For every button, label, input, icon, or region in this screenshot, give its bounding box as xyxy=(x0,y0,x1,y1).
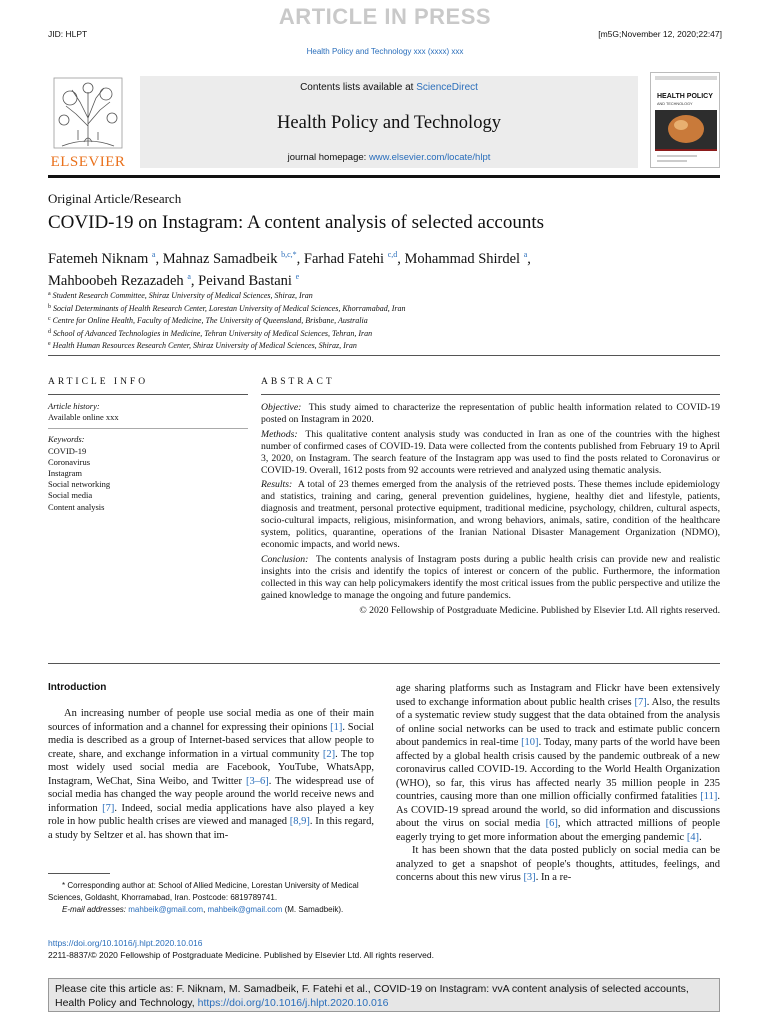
introduction-heading: Introduction xyxy=(48,682,107,693)
body-text: . Today, many parts of the world have been affected by a global health crisis caused by the pandemic outbreak of a new coronavirus called COVID-19. According to the World Health Organization (WHO), so far, this virus has affected nearly 35 million people in 235 countries, causing more than one million officially confirmed fatalities xyxy=(396,737,721,802)
citation-ref-link[interactable]: [3–6] xyxy=(245,775,269,787)
author-name[interactable]: Mahnaz Samadbeik xyxy=(162,251,278,267)
keyword: Content analysis xyxy=(48,501,105,512)
citation-text: Please cite this article as: F. Niknam, M. Samadbeik, F. Fatehi et al., COVID-19 on Instagram: vvA content analysis of selected accounts, Health Policy and Technology, xyxy=(55,983,689,1009)
cover-title: HEALTH POLICY xyxy=(657,93,713,100)
sciencedirect-link[interactable]: ScienceDirect xyxy=(416,82,478,93)
article-type: Original Article/Research xyxy=(48,191,182,206)
citation-ref-link[interactable]: [10] xyxy=(521,737,539,748)
author-name[interactable]: Mahboobeh Rezazadeh xyxy=(48,273,184,289)
elsevier-wordmark: ELSEVIER xyxy=(50,154,126,170)
running-head: Health Policy and Technology xxx (xxxx) xxx xyxy=(306,47,464,56)
homepage-link[interactable]: www.elsevier.com/locate/hlpt xyxy=(368,152,491,163)
abstract-results: Results: A total of 23 themes emerged from the analysis of the retrieved posts. These themes include epidemiology and statistics, training and caring, general prevention guidelines, hygiene, healthy diet and lifestyle, patients, diagnosis and treatment, personal protective equipment, traditional medicine, psychology, children, cultural aspects, socio-cultural impacts, religious, misinformation, and wrong behaviors, animals, satire, condition of the healthcare system, politics, quarantine, operations of the Iranian National Disaster Management Organization (NDMO), economic impacts, and world news. xyxy=(261,479,720,550)
citation-ref-link[interactable]: [2] xyxy=(322,748,336,760)
masthead-rule xyxy=(48,175,720,178)
author-name[interactable]: Farhad Fatehi xyxy=(303,251,385,267)
body-paragraph xyxy=(396,682,720,844)
info-divider xyxy=(48,428,248,429)
keyword: COVID-19 xyxy=(48,445,87,456)
affiliation: $^d$ School of Advanced Technologies in Medicine, Tehran University of Medical Sciences, Tehran, Iran xyxy=(48,328,373,338)
abstract-end-rule xyxy=(48,663,720,664)
citation-ref-link[interactable]: [6] xyxy=(545,818,558,829)
contents-prefix: Contents lists available at xyxy=(300,82,417,93)
affiliation: $^e$ Health Human Resources Research Center, Shiraz University of Medical Sciences, Shiraz, Iran xyxy=(48,341,357,350)
abstract-body xyxy=(261,402,720,616)
footnote-rule xyxy=(48,873,110,874)
cover-subtitle: AND TECHNOLOGY xyxy=(657,102,693,106)
author-name[interactable]: Fatemeh Niknam xyxy=(48,251,149,267)
article-info-heading: ARTICLE INFO xyxy=(48,377,149,387)
author-name[interactable]: Peivand Bastani xyxy=(198,273,292,289)
body-text: An increasing number of people use social media as one of their main sources of information and a channel for expressing their opinions xyxy=(48,708,374,733)
article-info xyxy=(48,401,248,513)
body-text: It has been shown that the data posted publicly on social media can be analyzed to get a snapshot of people's thoughts, attitudes, feelings, and concerns about this new virus xyxy=(396,845,720,883)
body-text: . In this regard, a study by Seltzer et al. has shown that im- xyxy=(48,816,374,841)
keyword: Social media xyxy=(48,490,93,501)
corresponding-footnote xyxy=(48,880,374,916)
body-text: . xyxy=(699,831,702,843)
issn-line: 2211-8837/© 2020 Fellowship of Postgraduate Medicine. Published by Elsevier Ltd. All rights reserved. xyxy=(48,949,434,960)
article-title: COVID-19 on Instagram: A content analysis of selected accounts xyxy=(48,212,544,233)
keyword: Coronavirus xyxy=(48,456,91,467)
body-text: , which attracted millions of people eagerly trying to get more information about the emerging pandemic xyxy=(396,818,720,843)
keyword: Social networking xyxy=(48,479,111,490)
affiliation: $^a$ Student Research Committee, Shiraz University of Medical Sciences, Shiraz, Iran xyxy=(48,291,313,300)
body-text: . The top most widely used social media are Facebook, YouTube, WhatsApp, Instagram, WeChat, Sina Weibo, and Twitter xyxy=(48,748,374,787)
body-text: . In a re- xyxy=(535,872,572,883)
email-link[interactable]: mahbeik@gmail.com xyxy=(207,905,283,914)
author-list: Fatemeh Niknam $^a$, Mahnaz Samadbeik $^{b,c,*}$, Farhad Fatehi $^{c,d}$, Mohammad Shirdel $^a$, Mahboobeh Rezazadeh $^a$, Peivand Bastani $^e$ xyxy=(48,250,531,289)
body-text: . Indeed, social media applications have also played a key role in how public health crises are viewed and managed xyxy=(48,802,375,827)
abstract-copyright: © 2020 Fellowship of Postgraduate Medicine. Published by Elsevier Ltd. All rights reserved. xyxy=(359,604,720,616)
citation-ref-link[interactable]: [7] xyxy=(102,802,115,814)
keyword: Instagram xyxy=(48,468,82,479)
affiliation: $^b$ Social Determinants of Health Research Center, Lorestan University of Medical Sciences, Khorramabad, Iran xyxy=(48,303,406,313)
homepage-line xyxy=(140,152,638,163)
citation-ref-link[interactable]: [4] xyxy=(686,831,700,843)
citation-ref-link[interactable]: [11] xyxy=(700,791,718,802)
citation-ref-link[interactable]: [8,9] xyxy=(289,816,310,827)
elsevier-logo[interactable] xyxy=(48,76,128,170)
body-paragraph xyxy=(396,844,720,885)
body-text: . Social media is described as a group of Internet-based services that allow people to create, share, and exchange information in a virtual community xyxy=(48,721,375,760)
abstract-conclusion: Conclusion: The contents analysis of Instagram posts during a public health crisis can provide new and realistic insights into the crisis and identify the topics of interest or concern of the public. Furthermore, the information collected in this way can help policymakers identify the most critical issues from the public perspective and utilize the gained knowledge to manage the ongoing and future pandemics. xyxy=(261,553,721,601)
doi-block xyxy=(48,938,434,961)
journal-masthead xyxy=(48,72,720,172)
history-value: Available online xxx xyxy=(48,412,119,423)
keywords-label: Keywords: xyxy=(48,434,85,445)
author-sup[interactable]: c,d xyxy=(387,250,398,259)
author-name[interactable]: Mohammad Shirdel xyxy=(404,251,521,267)
abstract-heading: ABSTRACT xyxy=(261,377,335,387)
affiliation: $^c$ Centre for Online Health, Faculty of Medicine, The University of Queensland, Brisbane, Australia xyxy=(48,316,368,325)
corresponding-author: * Corresponding author at: School of Allied Medicine, Lorestan University of Medical Sciences, Goldasht, Khorramabad, Iran. Postcode: 6819789741. xyxy=(48,881,359,902)
body-text: . As COVID-19 spread around the world, so did information and discussions about the virus on social media xyxy=(396,791,720,829)
abstract-methods: Methods: This qualitative content analysis study was conducted in Iran as one of the countries with the highest number of confirmed cases of COVID-19. Data were collected from the contents published from February 19 to April 3, 2020, on Instagram. The search feature of the Instagram app was used to find the posts related to Coronavirus or COVID-19. Overall, 1612 posts from 92 accounts were retrieved and analyzed using thematic analysis. xyxy=(261,428,720,476)
history-label: Article history: xyxy=(48,401,100,411)
abstract-objective: Objective: This study aimed to characterize the representation of public health information related to COVID-19 posted on Instagram in 2020. xyxy=(261,402,721,425)
journal-id: JID: HLPT xyxy=(48,29,88,39)
contents-line xyxy=(140,82,638,93)
author-sup[interactable]: a xyxy=(151,250,156,259)
body-column-left xyxy=(48,707,374,842)
body-text: age sharing platforms such as Instagram and Flickr have been extensively used to exchange information about public health crises xyxy=(396,683,720,708)
body-text: . The widespread use of social media has changed the way people around the world receive news and information xyxy=(48,775,374,814)
affiliations xyxy=(48,289,405,352)
email-link[interactable]: mahbeik@gmail.com xyxy=(128,905,204,914)
doi-link[interactable]: https://doi.org/10.1016/j.hlpt.2020.10.016 xyxy=(48,938,203,948)
citation-doi-link[interactable]: https://doi.org/10.1016/j.hlpt.2020.10.016 xyxy=(197,997,389,1009)
journal-title: Health Policy and Technology xyxy=(277,113,501,133)
email-line: E-mail addresses: mahbeik@gmail.com, mahbeik@gmail.com (M. Samadbeik). xyxy=(62,905,344,914)
citation-box xyxy=(48,978,720,1012)
homepage-prefix: journal homepage: xyxy=(287,152,369,163)
body-text: . Also, the results of a systematic review study suggest that the data obtained from the analysis of online social networks can be used to track and estimate public concern about pandemics in real-time xyxy=(396,696,721,748)
citation-ref-link[interactable]: [3] xyxy=(523,872,536,883)
body-column-right xyxy=(396,682,720,885)
author-sup[interactable]: b,c,* xyxy=(281,250,297,259)
abstract-rule xyxy=(261,394,720,395)
author-sup[interactable]: a xyxy=(523,250,528,259)
article-in-press-watermark: ARTICLE IN PRESS xyxy=(278,4,492,29)
citation-ref-link[interactable]: [1] xyxy=(330,721,343,733)
author-sup[interactable]: e xyxy=(295,272,300,281)
journal-cover-thumbnail[interactable] xyxy=(650,72,720,168)
citation-ref-link[interactable]: [7] xyxy=(634,696,647,708)
affiliations-rule xyxy=(48,355,720,356)
author-sup[interactable]: a xyxy=(187,272,191,281)
info-rule xyxy=(48,394,248,395)
build-stamp: [m5G;November 12, 2020;22:47] xyxy=(598,29,722,39)
